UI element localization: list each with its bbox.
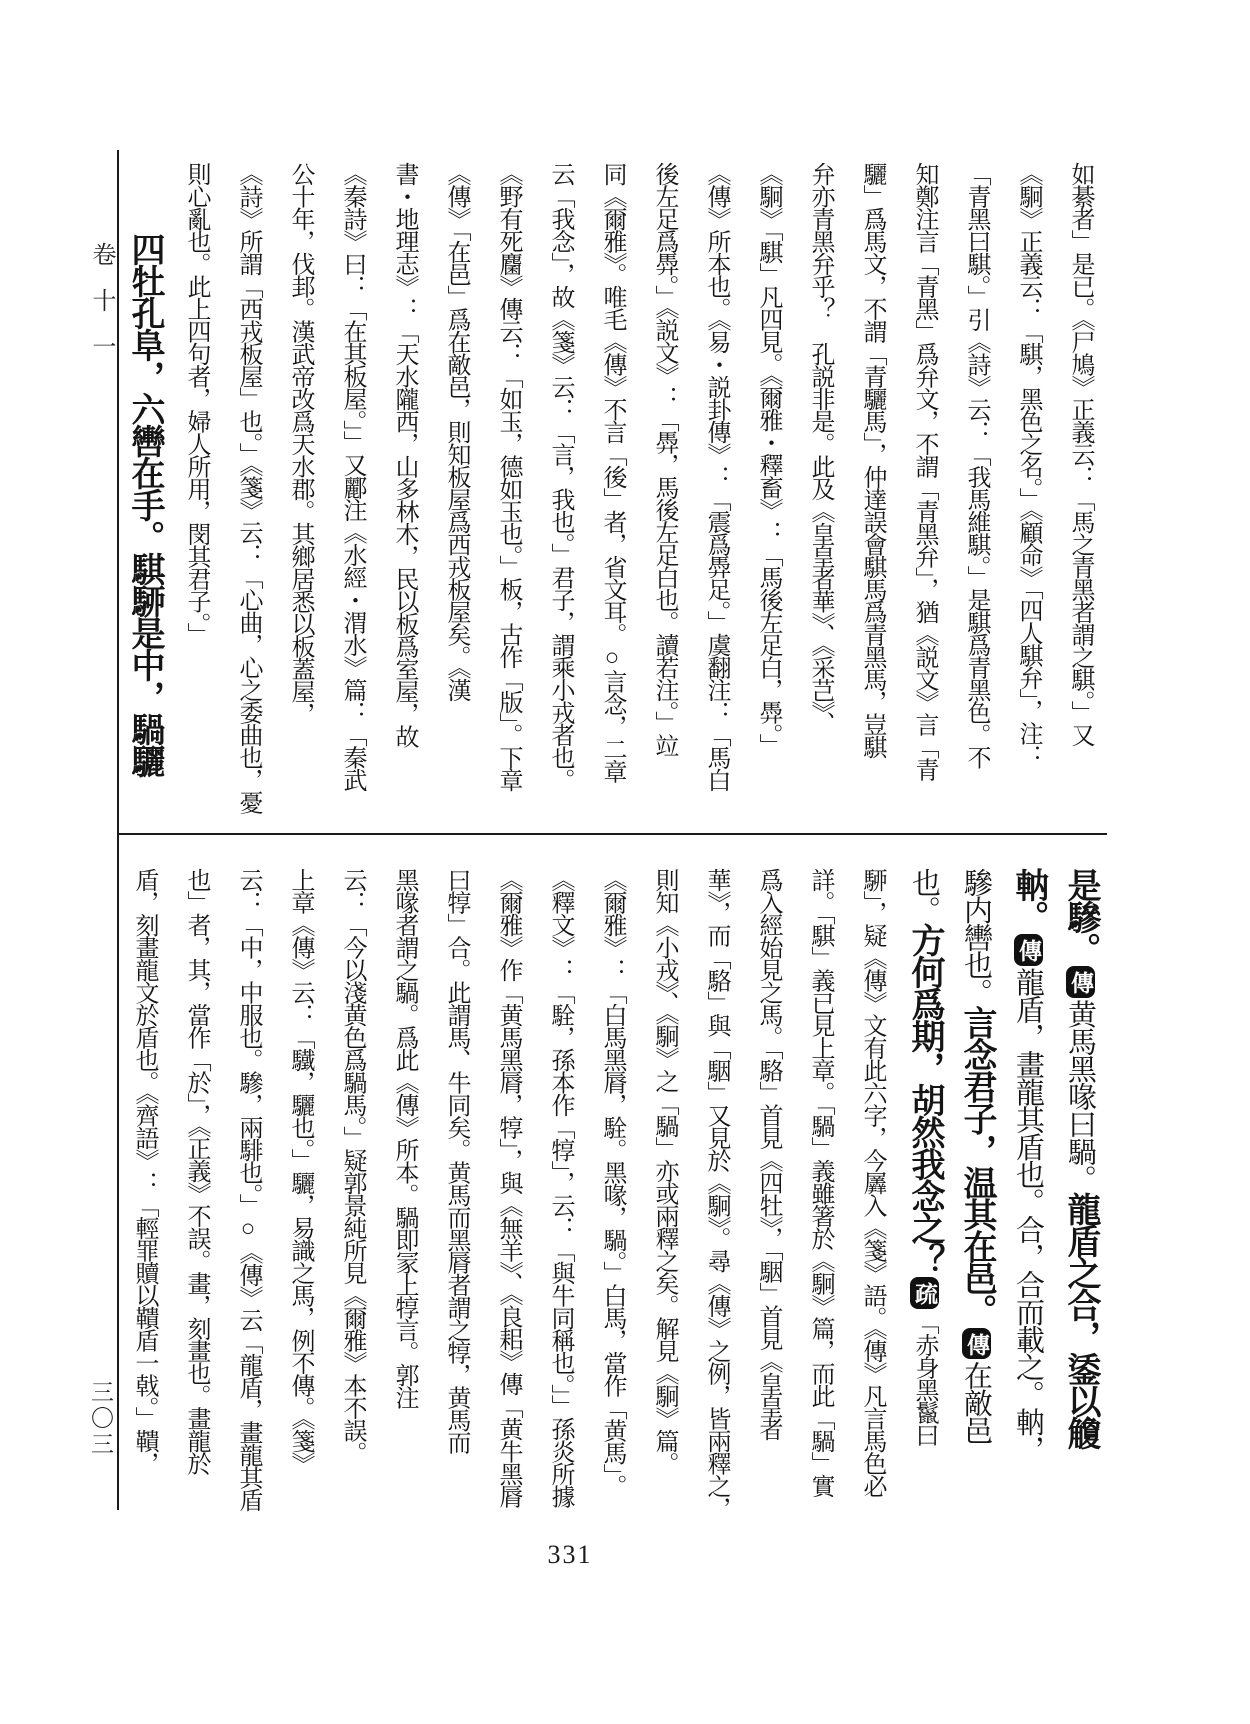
text-segment: 上章《傳》云：「驖，驪也。」驪，易識之馬，例不傳。《箋》: [287, 868, 313, 1474]
text-column: [950, 162, 1002, 818]
text-segment: 曰犉」合。此謂馬、牛同矣。黄馬而黑脣者謂之犉，黄馬而: [443, 868, 469, 1453]
annotation-marker: 傳: [962, 1328, 991, 1360]
text-column: [586, 162, 638, 818]
text-segment: 《詩》所謂「西戎板屋」也。」《箋》云：「心曲，心之委曲也，憂: [235, 162, 261, 813]
text-segment: 書・地理志》：「天水隴西，山多林木，民以板爲室屋，故: [391, 162, 417, 747]
text-segment: 《釋文》：「駩，孫本作「犉」，云：「與牛同稱也。」」孫炎所據: [547, 868, 573, 1507]
text-column: [430, 162, 482, 818]
text-column: [326, 868, 378, 1508]
text-column: [846, 162, 898, 818]
text-segment: 駵」，疑《傳》文有此六字，今羼入《箋》語。《傳》凡言馬色必: [859, 868, 885, 1497]
text-column: [638, 868, 690, 1508]
text-segment: 《傳》「在邑」爲在敵邑，則知板屋爲西戎板屋矣。《漢: [443, 162, 469, 701]
text-segment: 驂内轡也。: [960, 868, 992, 1006]
text-column: [326, 162, 378, 818]
text-column: [170, 868, 222, 1508]
text-column: [430, 868, 482, 1508]
text-column: [586, 868, 638, 1508]
upper-text-block: [118, 162, 1106, 818]
text-column: [118, 162, 170, 818]
text-column: [846, 868, 898, 1508]
text-segment: 《野有死麕》傳云：「如玉，德如玉也。」板，古作「版」。下章: [495, 162, 521, 791]
text-column: [482, 162, 534, 818]
text-segment: 四牡孔阜，六轡在手。騏駵是中，騧驪: [126, 232, 163, 776]
text-column: [742, 162, 794, 818]
text-column: [170, 162, 222, 818]
folio-number-chinese: 三〇三: [88, 1380, 113, 1458]
text-segment: 云：「中，中服也。驂，兩騑也。」○《傳》云「龍盾，畫龍其盾: [235, 868, 261, 1511]
text-column: [482, 868, 534, 1508]
text-column: [742, 868, 794, 1508]
text-segment: 知鄭注言「青黑」爲弁文，不謂「青黑弁」，猶《説文》言「青: [911, 162, 937, 780]
text-segment: 同《爾雅》。唯毛《傳》不言「後」者，省文耳。○言念，二章: [599, 162, 625, 782]
text-segment: 後左足爲馵。」《説文》：「馵，馬後左足白也。讀若注。」竝: [651, 162, 677, 756]
text-segment: 《駉》正義云：「騏，黑色之名。」《顧命》「四人騏弁」，注：: [1015, 162, 1041, 767]
annotation-marker: 傳: [1014, 934, 1043, 966]
text-segment: 《爾雅》作「黄馬黑脣，犉」，與《無羊》、《良耜》傳「黄牛黑脣: [495, 868, 521, 1507]
text-segment: 盾，刻畫龍文於盾也。《齊語》：「輕罪贖以鞼盾一戟。」鞼，: [131, 868, 157, 1474]
text-segment: 《秦詩》曰：「在其板屋。」」又酈注《水經・渭水》篇：「秦武: [339, 162, 365, 791]
text-segment: 爲入經始見之馬。「駱」首見《四牡》，「駰」首見《皇皇者: [755, 868, 781, 1440]
text-segment: 黄馬黑喙曰騧。: [1064, 999, 1096, 1192]
text-column: [222, 868, 274, 1511]
text-segment: 龍盾，畫龍其盾也。合，合而載之。軜，: [1012, 967, 1044, 1463]
text-column: [950, 868, 1002, 1508]
text-segment: 云「我念」，故《箋》云：「言，我也。」君子，謂乘小戎者也。: [547, 162, 573, 791]
lower-text-block: [118, 868, 1106, 1519]
text-column: [118, 868, 170, 1508]
text-column: [794, 868, 846, 1508]
block-divider-line: [117, 833, 1107, 835]
text-column: [222, 162, 274, 818]
text-column: [1054, 162, 1106, 818]
text-column: [898, 162, 950, 818]
text-column: [898, 868, 950, 1508]
text-segment: 在敵邑: [960, 1361, 992, 1444]
text-segment: 軜。: [1010, 868, 1047, 932]
text-column: [378, 162, 430, 818]
text-segment: 「赤身黑鬣曰: [911, 1310, 937, 1446]
text-segment: 則心亂也。此上四句者，婦人所用，閔其君子。」: [183, 162, 209, 645]
annotation-marker: 傳: [1066, 966, 1095, 998]
text-segment: 方何爲期，胡然我念之？: [906, 923, 943, 1275]
text-segment: 則知《小戎》、《駉》之「騧」亦或兩釋之矣。解見《駉》篇。: [651, 868, 677, 1474]
page-number: 331: [547, 1540, 593, 1569]
text-column: [1002, 162, 1054, 818]
text-segment: 《傳》所本也。《易・説卦傳》：「震爲馵足。」虞翻注：「馬白: [703, 162, 729, 791]
text-column: [690, 162, 742, 818]
text-segment: 也」者，其，當作「於」，《正義》不誤。畫，刻畫也。畫龍於: [183, 868, 209, 1474]
text-column: [378, 868, 430, 1508]
text-segment: 也。: [908, 868, 940, 923]
text-column: [638, 162, 690, 818]
text-segment: 弁亦青黑弁乎？ 孔説非是。此及《皇皇者華》、《采芑》、: [807, 162, 833, 734]
text-segment: 公十年，伐邽。漢武帝改爲天水郡。其鄉居悉以板蓋屋，: [287, 162, 313, 725]
text-segment: 是驂。: [1062, 868, 1099, 964]
text-column: [274, 162, 326, 818]
text-segment: 如綦者」是已。《尸鳩》正義云：「馬之青黑者謂之騏。」又: [1067, 162, 1093, 746]
text-segment: 云：「今以淺黄色爲騧馬。」疑郭景純所見《爾雅》本不誤。: [339, 868, 365, 1464]
text-segment: 華》，而「駱」與「駰」又見於《駉》。尋《傳》之例，皆兩釋之，: [703, 868, 729, 1519]
text-column: [794, 162, 846, 818]
text-segment: 《爾雅》：「白馬黑脣，駩。黑喙，騧。」白馬，當作「黄馬」。: [599, 868, 625, 1497]
text-column: [1002, 868, 1054, 1508]
text-column: [1054, 868, 1106, 1508]
annotation-marker: 疏: [910, 1277, 939, 1309]
text-column: [690, 868, 742, 1519]
text-segment: 詳。「騏」義已見上章。「騧」義雖箸於《駉》篇，而此「騧」實: [807, 868, 833, 1497]
text-segment: 龍盾之合，鋈以觼: [1062, 1192, 1099, 1448]
volume-label: 卷十一: [88, 242, 114, 380]
text-segment: 驪」爲馬文，不謂「青驪馬」，仲達誤會騏馬爲青黑馬，豈騏: [859, 162, 885, 758]
text-segment: 言念君子，温其在邑。: [958, 1005, 995, 1326]
text-column: [274, 868, 326, 1508]
text-segment: 《駉》「騏」凡四見。《爾雅・釋畜》：「馬後左足白，馵。」: [755, 162, 781, 756]
text-segment: 黑喙者謂之騧。爲此《傳》所本。騧即冡上犉言。郭注: [391, 868, 417, 1408]
text-column: [534, 162, 586, 818]
text-column: [534, 868, 586, 1508]
text-segment: 「青黑曰騏。」引《詩》云：「我馬維騏。」是騏爲青黑色。不: [963, 162, 989, 768]
